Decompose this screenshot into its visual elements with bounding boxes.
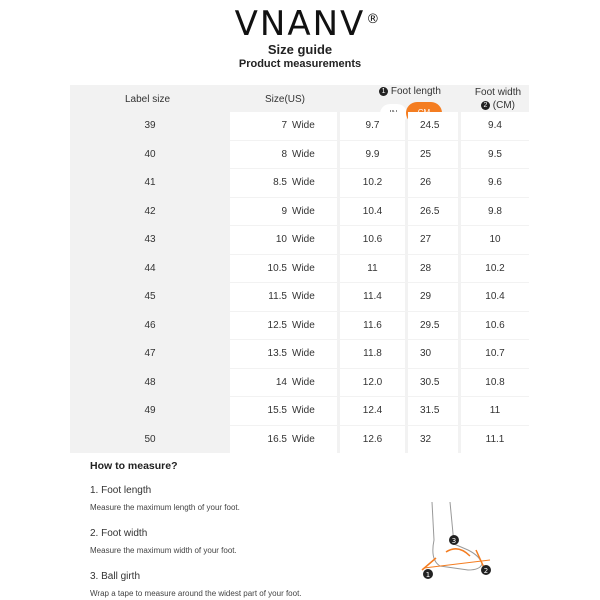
- cell-size-us: [230, 426, 337, 454]
- cell-length-in: 10.6: [340, 226, 405, 254]
- cell-size-us: [230, 312, 337, 340]
- cell-size-value: 15.5: [267, 405, 287, 416]
- number-two-icon: 2: [481, 101, 490, 110]
- cell-label-size: 42: [144, 205, 156, 217]
- cell-length-cm: 30: [408, 340, 458, 368]
- cell-size-us: [230, 198, 337, 226]
- table-row: [70, 312, 529, 341]
- cell-width-cm: 9.8: [461, 198, 529, 226]
- cell-length-cm: 32: [408, 426, 458, 454]
- step-foot-width-title: 2. Foot width: [90, 528, 148, 539]
- header-label-size: Label size: [124, 94, 171, 105]
- cell-length-in: 11.8: [340, 340, 405, 368]
- page-subtitle: Product measurements: [238, 58, 362, 70]
- foot-measure-illustration: [410, 500, 500, 585]
- header-foot-width-label: Foot width: [474, 87, 522, 98]
- cell-size-wide: Wide: [292, 291, 315, 302]
- cell-label-size: 46: [144, 319, 156, 331]
- cell-width-cm: 10.8: [461, 369, 529, 397]
- cell-label-size: 39: [144, 120, 156, 131]
- registered-mark: ®: [366, 12, 382, 27]
- cell-length-cm: 28: [408, 255, 458, 283]
- cell-width-cm: 9.6: [461, 169, 529, 197]
- table-row: [70, 198, 529, 227]
- cell-width-cm: 10.2: [461, 255, 529, 283]
- cell-label-size: 48: [144, 376, 156, 388]
- how-to-heading: How to measure?: [90, 460, 178, 472]
- cell-size-wide: Wide: [292, 205, 315, 217]
- cell-width-cm: 9.5: [461, 141, 529, 169]
- cell-size-us: [230, 283, 337, 311]
- table-row: [70, 112, 529, 141]
- table-row: [70, 141, 529, 170]
- cell-length-in: 12.0: [340, 369, 405, 397]
- cell-length-cm: 29.5: [408, 312, 458, 340]
- cell-label-size: 44: [144, 262, 156, 274]
- cell-length-in: 11.6: [340, 312, 405, 340]
- table-row: [70, 397, 529, 426]
- cell-length-in: 10.2: [340, 169, 405, 197]
- cell-width-cm: 11.1: [461, 426, 529, 454]
- svg-text:2: 2: [483, 567, 489, 575]
- step-foot-width-desc: Measure the maximum width of your foot.: [90, 546, 237, 555]
- cell-size-wide: Wide: [292, 433, 315, 445]
- cell-size-wide: Wide: [292, 148, 315, 160]
- number-one-icon: 1: [379, 87, 388, 96]
- step-ball-girth-title: 3. Ball girth: [90, 571, 141, 582]
- cell-label-size: 40: [144, 148, 156, 160]
- cell-size-value: 9: [281, 205, 287, 217]
- cell-width-cm: 10: [461, 226, 529, 254]
- cell-size-us: [230, 397, 337, 425]
- cell-size-wide: Wide: [292, 177, 315, 188]
- brand-logo: VNANV ®: [234, 4, 382, 44]
- cell-width-cm: 10.6: [461, 312, 529, 340]
- cell-size-value: 14: [275, 376, 287, 388]
- cell-size-value: 11.5: [268, 291, 287, 302]
- cell-width-cm: 9.4: [461, 112, 529, 140]
- cell-size-us: [230, 369, 337, 397]
- cell-size-wide: Wide: [292, 348, 315, 359]
- table-row: [70, 169, 529, 198]
- svg-text:3: 3: [451, 537, 457, 545]
- cell-length-in: 12.6: [340, 426, 405, 454]
- step-foot-length-title: 1. Foot length: [90, 485, 152, 496]
- cell-size-value: 8.5: [273, 177, 287, 188]
- cell-length-in: 11.4: [340, 283, 405, 311]
- cell-length-in: 9.9: [340, 141, 405, 169]
- cell-size-value: 7: [281, 120, 287, 131]
- page-title: Size guide: [267, 42, 333, 57]
- cell-size-wide: Wide: [292, 319, 315, 331]
- cell-label-size: 49: [144, 405, 156, 416]
- marker-three-icon: [449, 535, 459, 545]
- table-row: [70, 226, 529, 255]
- cell-length-cm: 27: [408, 226, 458, 254]
- header-size-us: Size(US): [264, 94, 305, 105]
- cell-size-us: [230, 226, 337, 254]
- cell-size-us: [230, 169, 337, 197]
- cell-label-size: 50: [144, 433, 156, 445]
- cell-size-us: [230, 112, 337, 140]
- header-foot-width: [462, 86, 534, 112]
- marker-two-icon: [481, 565, 491, 575]
- header-foot-length-label: Foot length: [390, 86, 441, 97]
- cell-width-cm: 11: [461, 397, 529, 425]
- table-row: [70, 369, 529, 398]
- cell-size-value: 10: [275, 234, 287, 245]
- table-row: [70, 283, 529, 312]
- cell-size-value: 12.5: [267, 319, 287, 331]
- cell-length-in: 9.7: [340, 112, 405, 140]
- cell-label-size: 47: [144, 348, 156, 359]
- cell-width-cm: 10.7: [461, 340, 529, 368]
- step-ball-girth-desc: Wrap a tape to measure around the widest part of your foot.: [90, 589, 302, 598]
- table-row: [70, 426, 529, 455]
- cell-size-wide: Wide: [292, 405, 315, 416]
- cell-length-cm: 29: [408, 283, 458, 311]
- header-foot-width-unit: (CM): [492, 100, 515, 111]
- cell-length-in: 12.4: [340, 397, 405, 425]
- cell-length-cm: 31.5: [408, 397, 458, 425]
- cell-length-in: 10.4: [340, 198, 405, 226]
- table-row: [70, 340, 529, 369]
- cell-label-size: 41: [144, 177, 156, 188]
- table-row: [70, 255, 529, 284]
- cell-size-us: [230, 141, 337, 169]
- cell-size-wide: Wide: [292, 376, 315, 388]
- cell-size-value: 10.5: [267, 262, 287, 274]
- header-foot-length: [355, 86, 465, 97]
- cell-label-size: 45: [144, 291, 156, 302]
- cell-size-value: 13.5: [267, 348, 287, 359]
- cell-length-in: 11: [340, 255, 405, 283]
- cell-size-wide: Wide: [292, 262, 315, 274]
- cell-length-cm: 26.5: [408, 198, 458, 226]
- cell-size-us: [230, 340, 337, 368]
- marker-one-icon: [423, 569, 433, 579]
- table-body: [70, 112, 529, 454]
- cell-size-wide: Wide: [292, 120, 315, 131]
- cell-length-cm: 24.5: [408, 112, 458, 140]
- size-table: [70, 85, 529, 453]
- brand-header: [0, 6, 600, 42]
- cell-size-us: [230, 255, 337, 283]
- cell-length-cm: 26: [408, 169, 458, 197]
- cell-size-value: 8: [281, 148, 287, 160]
- cell-size-value: 16.5: [267, 433, 287, 445]
- cell-length-cm: 25: [408, 141, 458, 169]
- step-foot-length-desc: Measure the maximum length of your foot.: [90, 503, 240, 512]
- svg-text:1: 1: [425, 571, 431, 579]
- cell-label-size: 43: [144, 234, 156, 245]
- cell-length-cm: 30.5: [408, 369, 458, 397]
- cell-size-wide: Wide: [292, 234, 315, 245]
- cell-width-cm: 10.4: [461, 283, 529, 311]
